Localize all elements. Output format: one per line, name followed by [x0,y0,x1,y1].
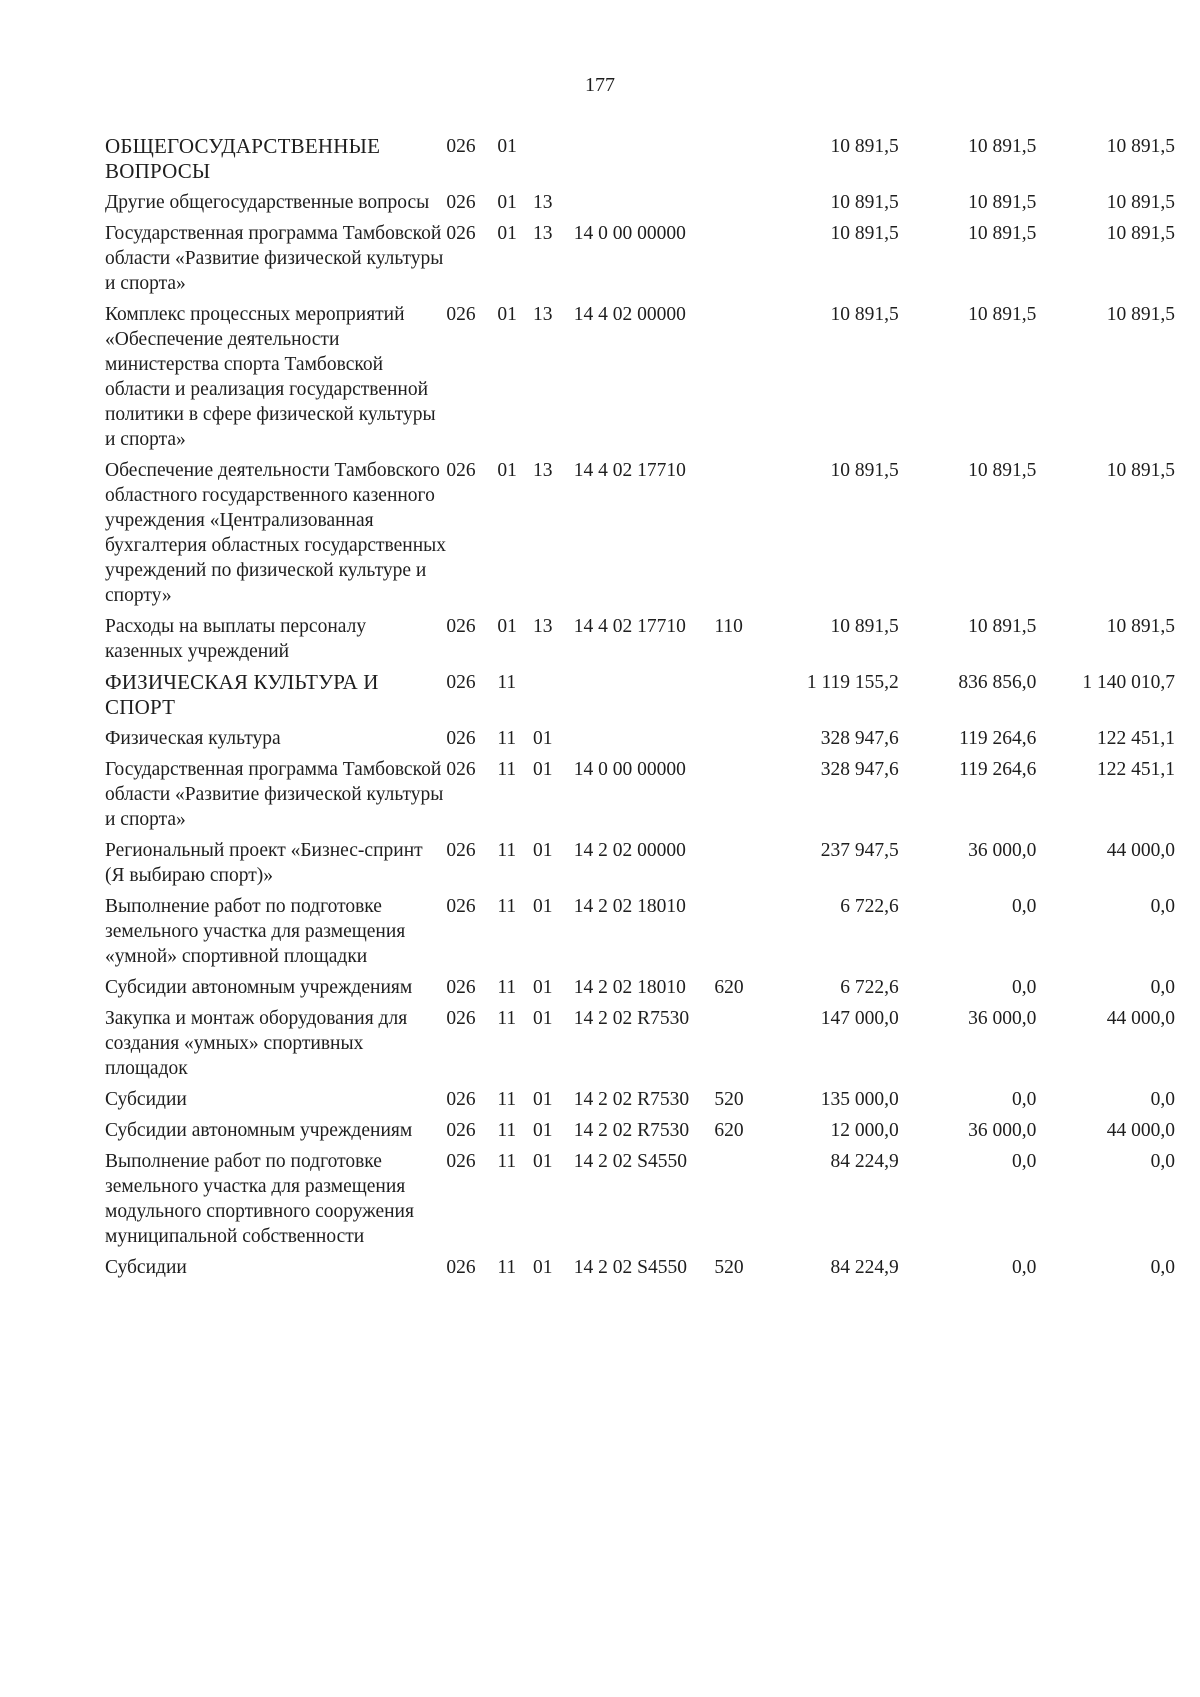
table-row [105,1118,1175,1149]
table-row [105,838,1175,894]
amount-year-1: 328 947,6 [820,759,899,780]
expense-type-code: 520 [714,1089,744,1110]
expense-type-code [714,838,771,894]
amount-year-3: 44 000,0 [1106,840,1175,861]
row-name: Государственная программа Тамбовской области «Развитие физической культуры и спорта» [105,759,444,830]
subsection-code: 01 [532,840,553,861]
amount-year-2: 0,0 [1011,977,1037,998]
section-code: 01 [497,223,517,244]
row-name: Субсидии [105,1257,187,1278]
expense-type-code: 620 [714,1120,744,1141]
table-row [105,614,1175,670]
amount-year-2: 10 891,5 [968,304,1037,325]
subsection-code: 01 [532,1257,553,1278]
amount-year-3: 10 891,5 [1106,223,1175,244]
target-article-code [574,134,715,190]
table-row [105,1087,1175,1118]
amount-year-3: 10 891,5 [1106,616,1175,637]
table-row [105,894,1175,975]
amount-year-2: 0,0 [1011,1257,1037,1278]
section-code: 11 [497,759,517,780]
section-code: 11 [497,1151,517,1172]
amount-year-1: 84 224,9 [830,1151,899,1172]
ministry-code: 026 [446,840,476,861]
amount-year-1: 6 722,6 [840,977,899,998]
target-article-code: 14 2 02 00000 [573,840,686,861]
amount-year-3: 10 891,5 [1106,136,1175,157]
amount-year-2: 36 000,0 [968,1120,1037,1141]
amount-year-2: 119 264,6 [959,759,1037,780]
subsection-code: 01 [532,977,553,998]
expense-type-code [714,726,771,757]
table-row [105,134,1175,190]
amount-year-2: 0,0 [1011,896,1037,917]
amount-year-3: 10 891,5 [1106,192,1175,213]
amount-year-1: 10 891,5 [830,136,899,157]
expense-type-code: 110 [714,616,743,637]
table-row [105,670,1175,726]
ministry-code: 026 [446,759,476,780]
subsection-code: 01 [532,1151,553,1172]
ministry-code: 026 [446,192,476,213]
section-code: 11 [497,1008,517,1029]
amount-year-1: 12 000,0 [830,1120,899,1141]
amount-year-2: 836 856,0 [958,672,1037,693]
row-name: Выполнение работ по подготовке земельного участка для размещения модульного спортивного сооружения муниципальной собственности [105,1151,414,1247]
subsection-code: 01 [532,1089,553,1110]
target-article-code: 14 2 02 R7530 [573,1120,690,1141]
row-name: Субсидии [105,1089,187,1110]
target-article-code: 14 4 02 00000 [573,304,686,325]
target-article-code [574,726,715,757]
target-article-code: 14 4 02 17710 [573,460,686,481]
subsection-code: 13 [532,616,553,637]
amount-year-3: 0,0 [1150,977,1175,998]
amount-year-2: 0,0 [1011,1151,1037,1172]
table-row [105,975,1175,1006]
amount-year-1: 10 891,5 [830,616,899,637]
target-article-code: 14 2 02 18010 [573,977,686,998]
amount-year-3: 0,0 [1150,1089,1175,1110]
row-name: Региональный проект «Бизнес-спринт (Я выбираю спорт)» [105,840,423,886]
row-name: Расходы на выплаты персоналу казенных учреждений [105,616,367,662]
expense-type-code [714,757,771,838]
ministry-code: 026 [446,1151,476,1172]
budget-table-body [105,134,1175,1286]
target-article-code: 14 2 02 S4550 [573,1257,687,1278]
amount-year-2: 0,0 [1011,1089,1037,1110]
expense-type-code [714,1006,771,1087]
amount-year-3: 0,0 [1150,1151,1175,1172]
budget-table [105,134,1175,1286]
row-name: Государственная программа Тамбовской области «Развитие физической культуры и спорта» [105,223,444,294]
subsection-code: 13 [532,223,553,244]
amount-year-1: 84 224,9 [830,1257,899,1278]
subsection-code: 01 [532,1120,553,1141]
amount-year-2: 36 000,0 [968,1008,1037,1029]
ministry-code: 026 [446,672,476,693]
expense-type-code [714,134,771,190]
expense-type-code: 620 [714,977,744,998]
section-code: 11 [497,1120,517,1141]
amount-year-3: 122 451,1 [1097,728,1175,749]
expense-type-code [714,458,771,614]
ministry-code: 026 [446,1089,476,1110]
ministry-code: 026 [446,1257,476,1278]
table-row [105,1255,1175,1286]
target-article-code: 14 4 02 17710 [573,616,686,637]
target-article-code: 14 0 00 00000 [573,223,686,244]
amount-year-1: 328 947,6 [820,728,899,749]
table-row [105,302,1175,458]
section-code: 01 [497,136,517,157]
ministry-code: 026 [446,896,476,917]
amount-year-2: 10 891,5 [968,460,1037,481]
amount-year-3: 122 451,1 [1097,759,1175,780]
row-name: Другие общегосударственные вопросы [105,192,430,213]
amount-year-1: 10 891,5 [830,304,899,325]
ministry-code: 026 [446,616,476,637]
section-code: 11 [497,977,517,998]
row-name: Обеспечение деятельности Тамбовского областного государственного казенного учреждения «Централизованная бухгалтерия областных государственных учреждений по физической культуре и спорту» [105,460,446,606]
section-code: 11 [497,672,517,693]
section-code: 11 [497,1089,517,1110]
ministry-code: 026 [446,136,476,157]
amount-year-2: 119 264,6 [959,728,1037,749]
ministry-code: 026 [446,1120,476,1141]
amount-year-2: 10 891,5 [968,223,1037,244]
amount-year-1: 10 891,5 [830,223,899,244]
target-article-code: 14 0 00 00000 [573,759,686,780]
row-name: Выполнение работ по подготовке земельного участка для размещения «умной» спортивной площадки [105,896,406,967]
amount-year-3: 44 000,0 [1106,1008,1175,1029]
expense-type-code [714,670,771,726]
section-code: 01 [497,460,517,481]
expense-type-code [714,302,771,458]
amount-year-2: 10 891,5 [968,616,1037,637]
row-name: Субсидии автономным учреждениям [105,977,413,998]
expense-type-code [714,190,771,221]
row-name: ОБЩЕГОСУДАРСТВЕННЫЕ ВОПРОСЫ [105,134,381,183]
table-row [105,1006,1175,1087]
table-row [105,458,1175,614]
target-article-code: 14 2 02 R7530 [573,1089,690,1110]
amount-year-3: 10 891,5 [1106,304,1175,325]
target-article-code: 14 2 02 S4550 [573,1151,687,1172]
section-code: 01 [497,192,517,213]
amount-year-3: 0,0 [1150,896,1175,917]
target-article-code [574,670,715,726]
section-code: 11 [497,840,517,861]
ministry-code: 026 [446,1008,476,1029]
amount-year-1: 6 722,6 [840,896,899,917]
expense-type-code [714,894,771,975]
ministry-code: 026 [446,460,476,481]
table-row [105,726,1175,757]
amount-year-1: 1 119 155,2 [806,672,899,693]
table-row [105,190,1175,221]
amount-year-3: 1 140 010,7 [1082,672,1175,693]
expense-type-code [714,1149,771,1255]
row-name: Физическая культура [105,728,281,749]
row-name: ФИЗИЧЕСКАЯ КУЛЬТУРА И СПОРТ [105,670,379,719]
row-name: Закупка и монтаж оборудования для создания «умных» спортивных площадок [105,1008,408,1079]
target-article-code: 14 2 02 18010 [573,896,686,917]
amount-year-3: 10 891,5 [1106,460,1175,481]
ministry-code: 026 [446,304,476,325]
section-code: 11 [497,1257,517,1278]
table-row [105,221,1175,302]
subsection-code [533,670,574,726]
target-article-code: 14 2 02 R7530 [573,1008,690,1029]
subsection-code: 13 [532,460,553,481]
amount-year-1: 147 000,0 [820,1008,899,1029]
section-code: 11 [497,728,517,749]
subsection-code: 01 [532,896,553,917]
section-code: 01 [497,616,517,637]
table-row [105,1149,1175,1255]
expense-type-code [714,221,771,302]
ministry-code: 026 [446,977,476,998]
ministry-code: 026 [446,728,476,749]
subsection-code: 01 [532,728,553,749]
expense-type-code: 520 [714,1257,744,1278]
subsection-code: 01 [532,1008,553,1029]
section-code: 01 [497,304,517,325]
ministry-code: 026 [446,223,476,244]
target-article-code [574,190,715,221]
row-name: Субсидии автономным учреждениям [105,1120,413,1141]
amount-year-3: 44 000,0 [1106,1120,1175,1141]
subsection-code [533,134,574,190]
amount-year-1: 135 000,0 [820,1089,899,1110]
page-number: 177 [585,74,615,96]
row-name: Комплекс процессных мероприятий «Обеспечение деятельности министерства спорта Тамбовской области и реализация государственной политики в сфере физической культуры и спорта» [105,304,436,450]
table-row [105,757,1175,838]
amount-year-2: 10 891,5 [968,136,1037,157]
amount-year-2: 10 891,5 [968,192,1037,213]
amount-year-2: 36 000,0 [968,840,1037,861]
subsection-code: 13 [532,192,553,213]
amount-year-1: 237 947,5 [820,840,899,861]
amount-year-1: 10 891,5 [830,460,899,481]
amount-year-1: 10 891,5 [830,192,899,213]
subsection-code: 01 [532,759,553,780]
section-code: 11 [497,896,517,917]
amount-year-3: 0,0 [1150,1257,1175,1278]
subsection-code: 13 [532,304,553,325]
